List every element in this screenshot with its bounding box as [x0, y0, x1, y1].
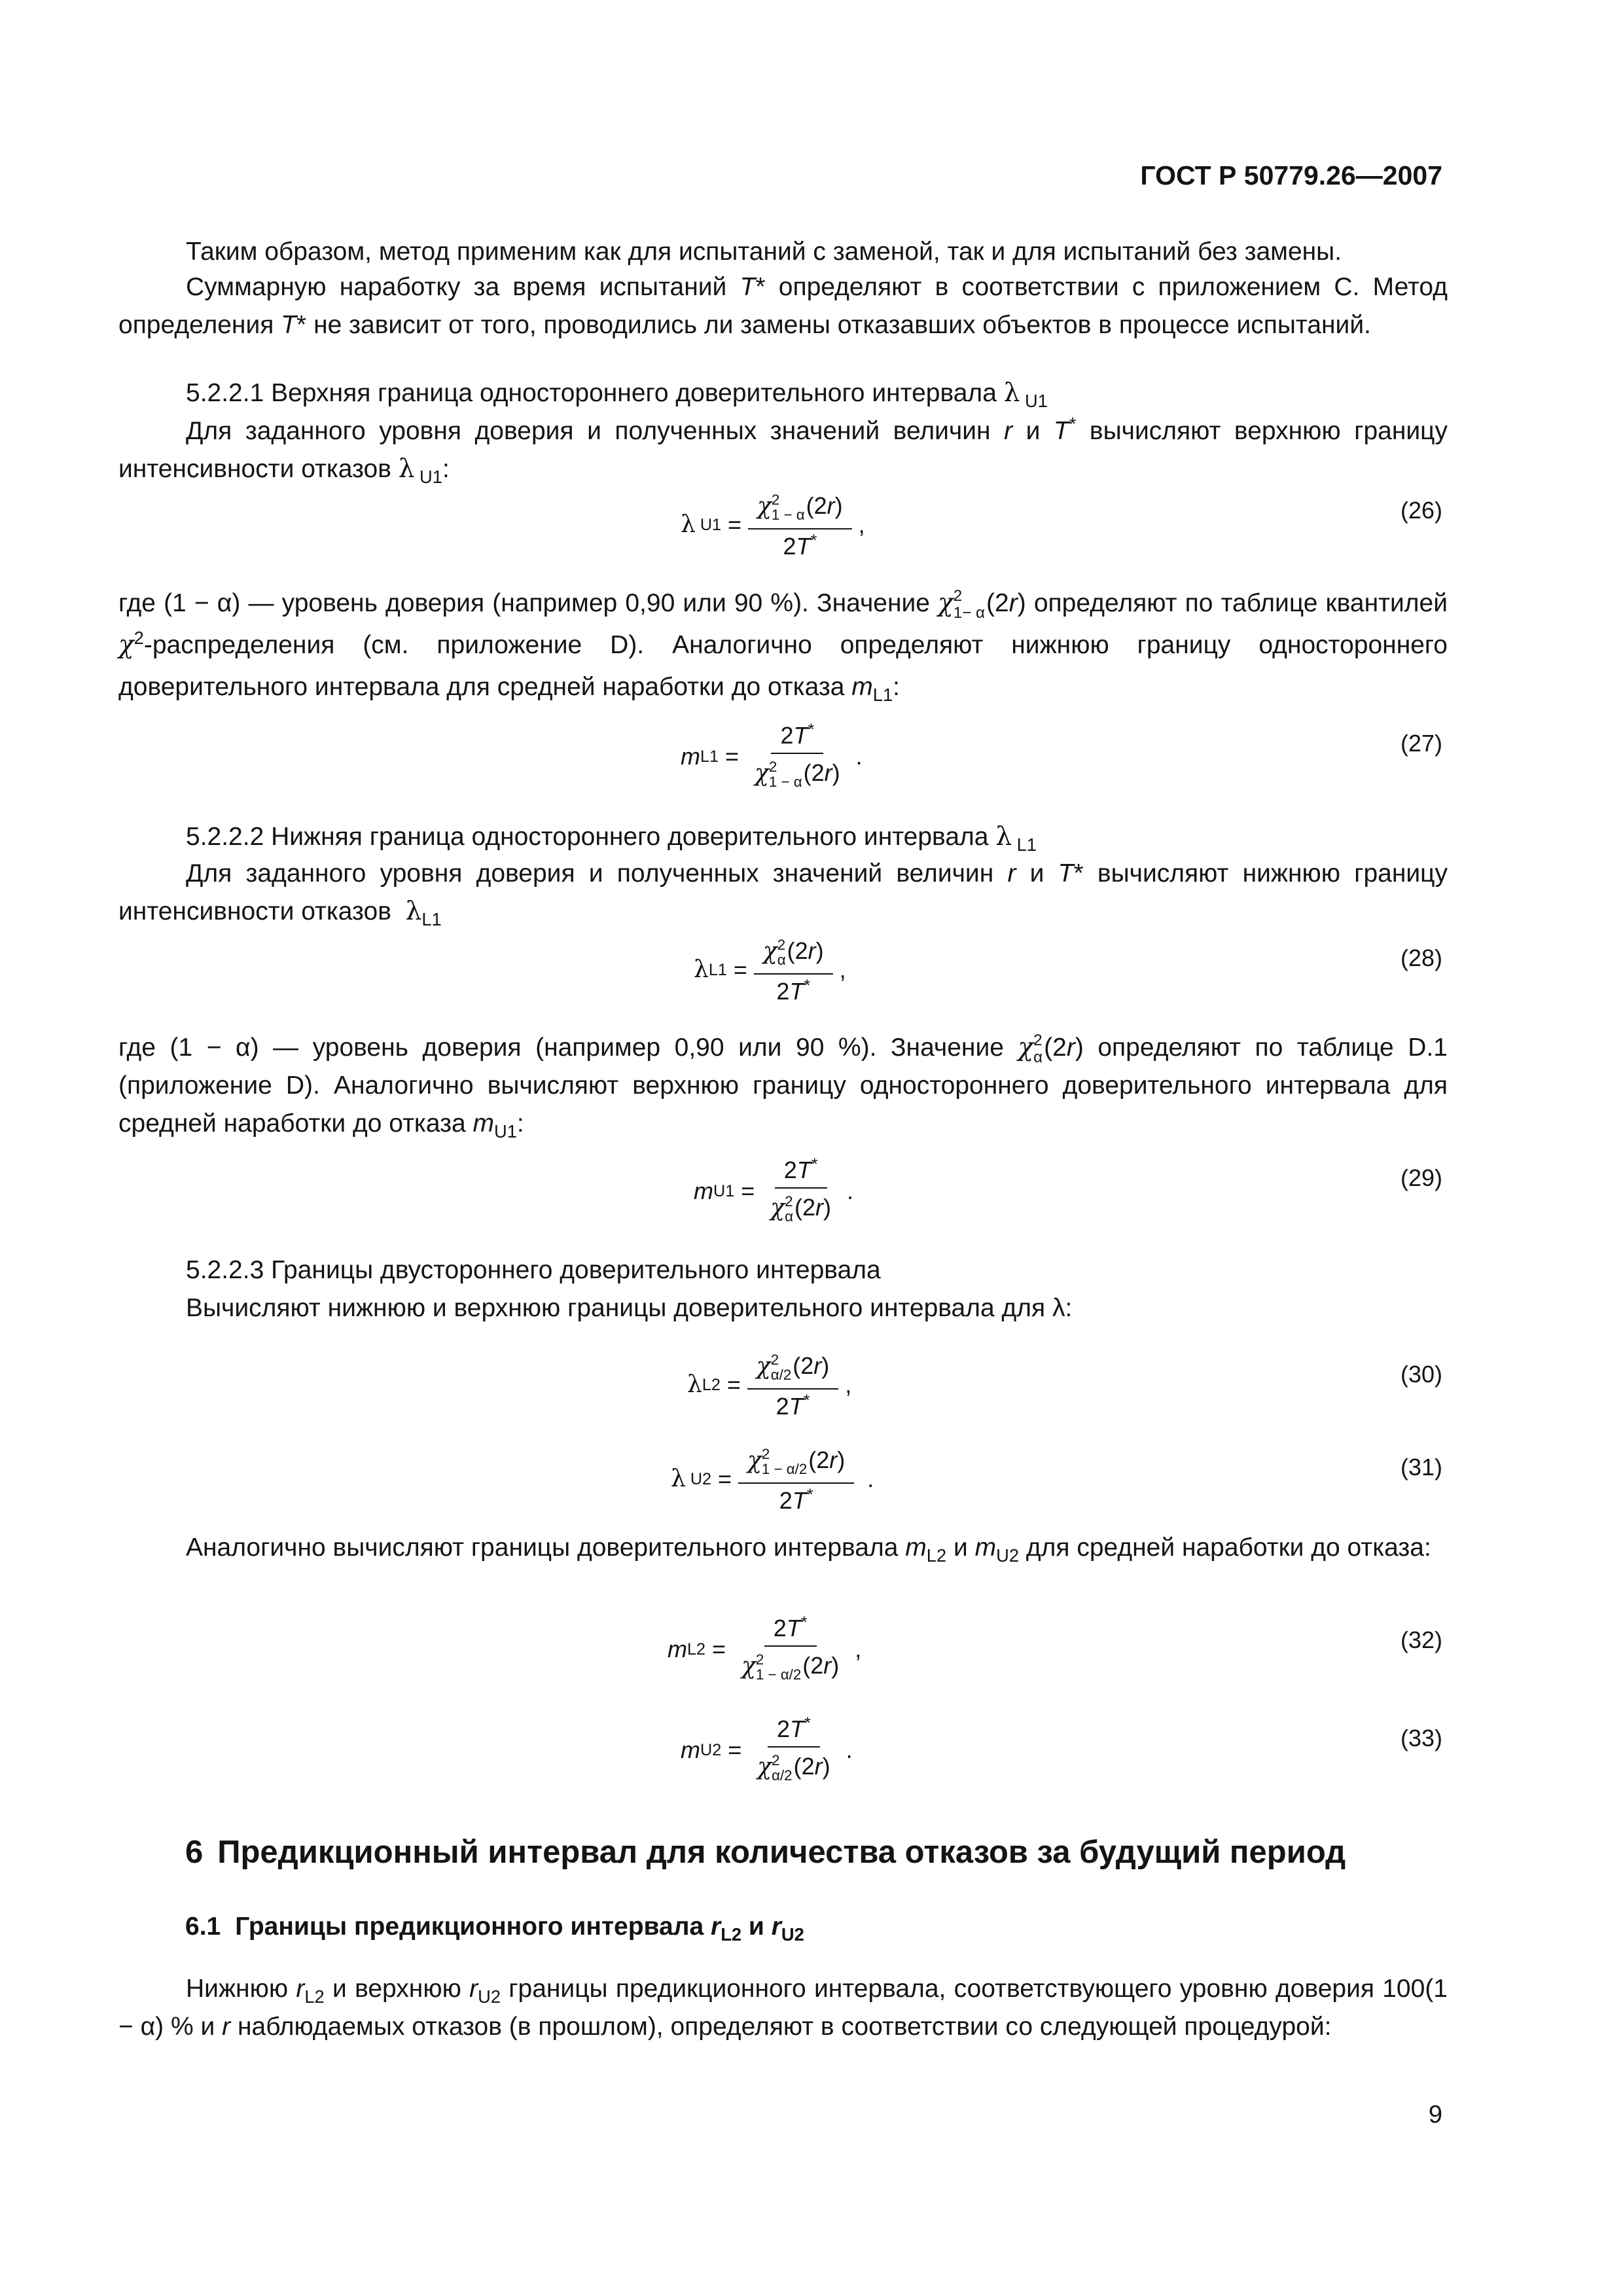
text-fragment: Суммарную наработку за время испытаний — [186, 273, 740, 301]
formula-33: m U2 = 2T* χ 2 α/2 (2r) . — [681, 1714, 853, 1784]
equation-number-32: (32) — [1400, 1626, 1442, 1653]
paragraph-upper-bound-intro: Для заданного уровня доверия и полученных значений величин r и T* вычисляют верхнюю границу интенсивности отказов λ $_{U1}$: — [118, 414, 1448, 487]
equation-number-27: (27) — [1400, 730, 1442, 757]
formula-27: m L1 = 2T* χ 2 1 − α (2r) . — [681, 721, 863, 791]
text-fragment: определяют в соответствии с приложением С. Метод определения — [118, 273, 1448, 339]
subsection-5-2-2-3-heading: 5.2.2.3 Границы двустороннего доверительного интервала — [186, 1256, 881, 1284]
paragraph-two-sided-intro: Вычисляют нижнюю и верхнюю границы доверительного интервала для λ: — [186, 1294, 1073, 1322]
paragraph-method-applicability: Таким образом, метод применим как для испытаний с заменой, так и для испытаний без замены. — [186, 238, 1342, 266]
text-fragment: для средней наработки до отказа: — [1019, 1534, 1431, 1562]
text-fragment: Аналогично вычисляют границы доверительного интервала — [186, 1534, 906, 1562]
text-fragment: Нижнюю — [186, 1975, 296, 2003]
paragraph-after-formula-26: где (1 − α) — уровень доверия (например 0,90 или 90 %). Значение χ 2 1− α (2r) определяют по таблице квантилей $\chi^2$-распределения (см. приложение D). Аналогично определяют нижнюю границу одностороннего доверительного интервала для средней наработки до отказа $m_{L1}$: — [118, 587, 1448, 705]
page-number: 9 — [1428, 2101, 1442, 2128]
text-fragment: вычисляют верхнюю границу интенсивности отказов — [118, 417, 1448, 483]
subsection-5-2-2-1-heading: 5.2.2.1 Верхняя граница одностороннего доверительного интервала λ $_{U1}$ — [186, 378, 1048, 411]
text-fragment: не зависит от того, проводились ли замены отказавших объектов в процессе испытаний. — [313, 311, 1371, 339]
paragraph-lower-bound-intro: Для заданного уровня доверия и полученных значений величин r и T* вычисляют нижнюю границу интенсивности отказов $\lambda_{L1}$ — [118, 859, 1448, 929]
text-fragment: где (1 − α) — уровень доверия (например 0,90 или 90 %). Значение — [118, 589, 938, 617]
subsection-5-2-2-2-heading: 5.2.2.2 Нижняя граница одностороннего доверительного интервала λ $_{L1}$ — [186, 822, 1037, 855]
text-fragment: определяют по таблице квантилей — [1026, 589, 1448, 617]
text-fragment: 5.2.2.1 Верхняя граница одностороннего доверительного интервала — [186, 379, 1004, 407]
text-fragment: границы предикционного интервала, соответствующего уровню доверия 100(1 − α) % и — [118, 1975, 1448, 2041]
paragraph-total-operating-time: Суммарную наработку за время испытаний T* определяют в соответствии с приложением С. Метод определения T* не зависит от того, проводились ли замены отказавших объектов в процессе испытаний. — [118, 273, 1448, 339]
formula-28: λ L1 = χ 2 α (2r) 2T* , — [694, 937, 846, 1005]
text-fragment: Для заданного уровня доверия и полученных значений величин — [186, 859, 1008, 888]
text-fragment: наблюдаемых отказов (в прошлом), определяют в соответствии со следующей процедурой: — [230, 2013, 1332, 2041]
paragraph-two-sided-mtbf: Аналогично вычисляют границы доверительного интервала $m_{L2}$ и $m_{U2}$ для средней наработки до отказа: — [186, 1534, 1431, 1566]
document-header: ГОСТ Р 50779.26—2007 — [1140, 160, 1442, 190]
text-fragment: 5.2.2.2 Нижняя граница одностороннего доверительного интервала — [186, 823, 996, 851]
equation-number-26: (26) — [1400, 497, 1442, 524]
formula-26: λ U1 = χ 2 1 − α (2r) 2T* , — [681, 492, 865, 560]
text-fragment: определяют по таблице D.1 (приложение D). Аналогично вычисляют верхнюю границу одностороннего доверительного интервала для средней наработки до отказа — [118, 1033, 1448, 1138]
text-fragment: -распределения (см. приложение D). Аналогично определяют нижнюю границу одностороннего доверительного интервала для средней наработки до отказа — [118, 631, 1448, 701]
subsection-title: Границы предикционного интервала — [235, 1912, 711, 1941]
equation-number-33: (33) — [1400, 1725, 1442, 1751]
text-fragment: и верхнюю — [324, 1975, 470, 2003]
section-title: Предикционный интервал для количества отказов за будущий период — [217, 1835, 1346, 1870]
paragraph-prediction-interval: Нижнюю $r_{L2}$ и верхнюю $r_{U2}$ границы предикционного интервала, соответствующего уровню доверия 100(1 − α) % и r наблюдаемых отказов (в прошлом), определяют в соответствии со следующей процедурой: — [118, 1975, 1448, 2041]
formula-29: m U1 = 2T* χ 2 α (2r) . — [694, 1155, 853, 1225]
paragraph-after-formula-28: где (1 − α) — уровень доверия (например 0,90 или 90 %). Значение χ 2 α (2r) определяют по таблице D.1 (приложение D). Аналогично вычисляют верхнюю границу одностороннего доверительного интервала для средней наработки до отказа $m_{U1}$: — [118, 1031, 1448, 1141]
text-fragment: Для заданного уровня доверия и полученных значений величин — [186, 417, 1005, 445]
equation-number-30: (30) — [1400, 1361, 1442, 1388]
formula-32: m L2 = 2T* χ 2 1 − α/2 (2r) , — [668, 1613, 862, 1683]
section-number: 6 — [185, 1835, 204, 1870]
equation-number-31: (31) — [1400, 1454, 1442, 1480]
text-fragment: вычисляют нижнюю границу интенсивности отказов — [118, 859, 1448, 925]
subsection-6-1-heading: 6.1 Границы предикционного интервала $r_{L2}$ и $r_{U2}$ — [185, 1912, 804, 1945]
formula-30: λ L2 = χ 2 α/2 (2r) 2T* , — [687, 1352, 852, 1420]
section-6-heading — [185, 1837, 1346, 1869]
equation-number-29: (29) — [1400, 1164, 1442, 1191]
formula-31: λ U2 = χ 2 1 − α/2 (2r) 2T* . — [671, 1446, 874, 1514]
text-fragment: где (1 − α) — уровень доверия (например 0,90 или 90 %). Значение — [118, 1033, 1018, 1062]
subsection-number: 6.1 — [185, 1912, 221, 1941]
equation-number-28: (28) — [1400, 944, 1442, 971]
